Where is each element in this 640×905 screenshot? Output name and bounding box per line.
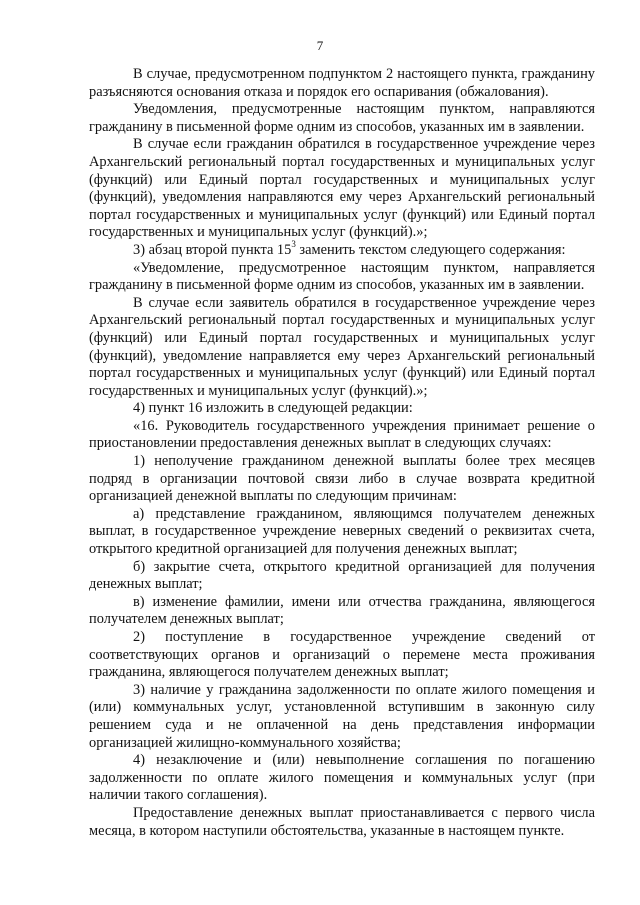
- paragraph: В случае если гражданин обратился в государственное учреждение через Архангельский региональный портал государственных и муниципальных услуг (функций) или Единый портал государственных и муниципальных услуг (функций), уведомления направляются ему через Архангельский региональный портал государственных и муниципальных услуг (функций) или Единый портал государственных и муниципальных услуг (функций).»;: [89, 136, 595, 241]
- paragraph: 3) наличие у гражданина задолженности по оплате жилого помещения и (или) коммунальных услуг, установленной вступившим в законную силу решением суда и не оплаченной на день представления информации организацией жилищно-коммунального хозяйства;: [89, 681, 595, 751]
- paragraph: 1) неполучение гражданином денежной выплаты более трех месяцев подряд в организации почтовой связи либо в случае возврата кредитной организацией денежной выплаты по следующим причинам:: [89, 453, 595, 505]
- paragraph: Уведомления, предусмотренные настоящим пунктом, направляются гражданину в письменной форме одним из способов, указанных им в заявлении.: [89, 101, 595, 135]
- paragraph: а) представление гражданином, являющимся получателем денежных выплат, в государственное учреждение неверных сведений о реквизитах счета, открытого кредитной организацией для получения денежных выплат;: [89, 505, 595, 558]
- paragraph: Предоставление денежных выплат приостанавливается с первого числа месяца, в котором наступили обстоятельства, указанные в настоящем пункте.: [89, 804, 595, 839]
- paragraph-text: 3) абзац второй пункта 15: [133, 241, 292, 258]
- paragraph: В случае, предусмотренном подпунктом 2 настоящего пункта, гражданину разъясняются основания отказа и порядок его оспаривания (обжалования).: [89, 66, 595, 100]
- paragraph: «16. Руководитель государственного учреждения принимает решение о приостановлении предоставления денежных выплат в следующих случаях:: [89, 417, 595, 452]
- paragraph: 2) поступление в государственное учреждение сведений от соответствующих органов и организаций о перемене места проживания гражданина, являющегося получателем денежных выплат;: [89, 629, 595, 681]
- paragraph: В случае если заявитель обратился в государственное учреждение через Архангельский региональный портал государственных и муниципальных услуг (функций) или Единый портал государственных и муниципальных услуг (функций), уведомление направляется ему через Архангельский региональный портал государственных и муниципальных услуг (функций) или Единый портал государственных и муниципальных услуг (функций).»;: [89, 294, 595, 399]
- paragraph: в) изменение фамилии, имени или отчества гражданина, являющегося получателем денежных выплат;: [89, 593, 595, 628]
- paragraph: 4) пункт 16 изложить в следующей редакции:: [133, 400, 413, 417]
- paragraph: 4) незаключение и (или) невыполнение соглашения по погашению задолженности по оплате жилого помещения и коммунальных услуг (при наличии такого соглашения).: [89, 752, 595, 804]
- paragraph: «Уведомление, предусмотренное настоящим пунктом, направляется гражданину в письменной форме одним из способов, указанных им в заявлении.: [89, 259, 595, 294]
- superscript: 3: [291, 239, 296, 250]
- document-body: [89, 66, 595, 840]
- paragraph-text: заменить текстом следующего содержания:: [295, 241, 566, 258]
- page-number: 7: [316, 38, 324, 53]
- paragraph: б) закрытие счета, открытого кредитной организацией для получения денежных выплат;: [89, 558, 595, 593]
- paragraph: [89, 239, 595, 260]
